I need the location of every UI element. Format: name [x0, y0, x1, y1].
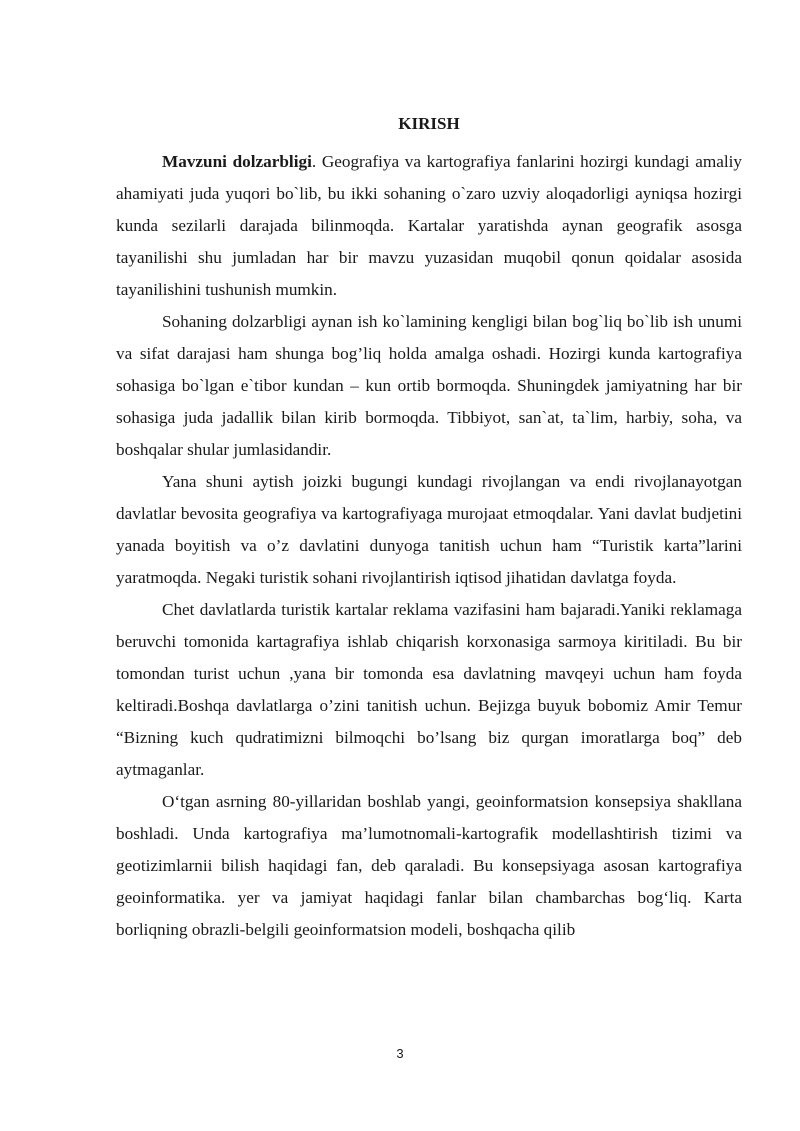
paragraph-lead: Mavzuni dolzarbligi	[162, 152, 312, 171]
paragraph-advertising: Chet davlatlarda turistik kartalar reklama vazifasini ham bajaradi.Yaniki reklamaga beruvchi tomonida kartagrafiya ishlab chiqarish korxonasiga sarmoya kiritiladi. Bu bir tomondan turist uchun ,yana bir tomonda esa davlatning mavqeyi uchun ham foyda keltiradi.Boshqa davlatlarga o’zini tanitish uchun. Bejizga buyuk bobomiz Amir Temur “Bizning kuch qudratimizni bilmoqchi bo’lsang biz qurgan imoratlarga boq” deb aytmaganlar.	[116, 600, 742, 779]
paragraph-relevance	[116, 146, 742, 306]
paragraph-scope: Sohaning dolzarbligi aynan ish ko`lamining kengligi bilan bog`liq bo`lib ish unumi va sifat darajasi ham shunga bog’liq holda amalga oshadi. Hozirgi kunda kartografiya sohasiga bo`lgan e`tibor kundan – kun ortib bormoqda. Shuningdek jamiyatning har bir sohasiga juda jadallik bilan kirib bormoqda. Tibbiyot, san`at, ta`lim, harbiy, soha, va boshqalar shular jumlasidandir.	[116, 312, 742, 459]
paragraph-geoinformatics: O‘tgan asrning 80-yillaridan boshlab yangi, geoinformatsion konsepsiya shakllana boshladi. Unda kartografiya ma’lumotnomali-kartografik modellashtirish tizimi va geotizimlarnii bilish haqidagi fan, deb qaraladi. Bu konsepsiyaga asosan kartografiya geoinformatika. yer va jamiyat haqidagi fanlar bilan chambarchas bog‘liq. Karta borliqning obrazli-belgili geoinformatsion modeli, boshqacha qilib	[116, 792, 742, 939]
paragraph-tourist-maps: Yana shuni aytish joizki bugungi kundagi rivojlangan va endi rivojlanayotgan davlatlar bevosita geografiya va kartografiyaga murojaat etmoqdalar. Yani davlat budjetini yanada boyitish va o’z davlatini dunyoga tanitish uchun ham “Turistik karta”larini yaratmoqda. Negaki turistik sohani rivojlantirish iqtisod jihatidan davlatga foyda.	[116, 472, 742, 587]
page-number: 3	[396, 1046, 404, 1061]
section-title: KIRISH	[398, 114, 460, 133]
paragraph-text: . Geografiya va kartografiya fanlarini hozirgi kundagi amaliy ahamiyati juda yuqori bo`lib, bu ikki sohaning o`zaro uzviy aloqadorligi ayniqsa hozirgi kunda sezilarli darajada bilinmoqda. Kartalar yaratishda aynan geografik asosga tayanilishi shu jumladan har bir mavzu yuzasidan muqobil qonun qoidalar asosida tayanilishini tushunish mumkin.	[116, 152, 742, 299]
document-page	[116, 112, 742, 946]
